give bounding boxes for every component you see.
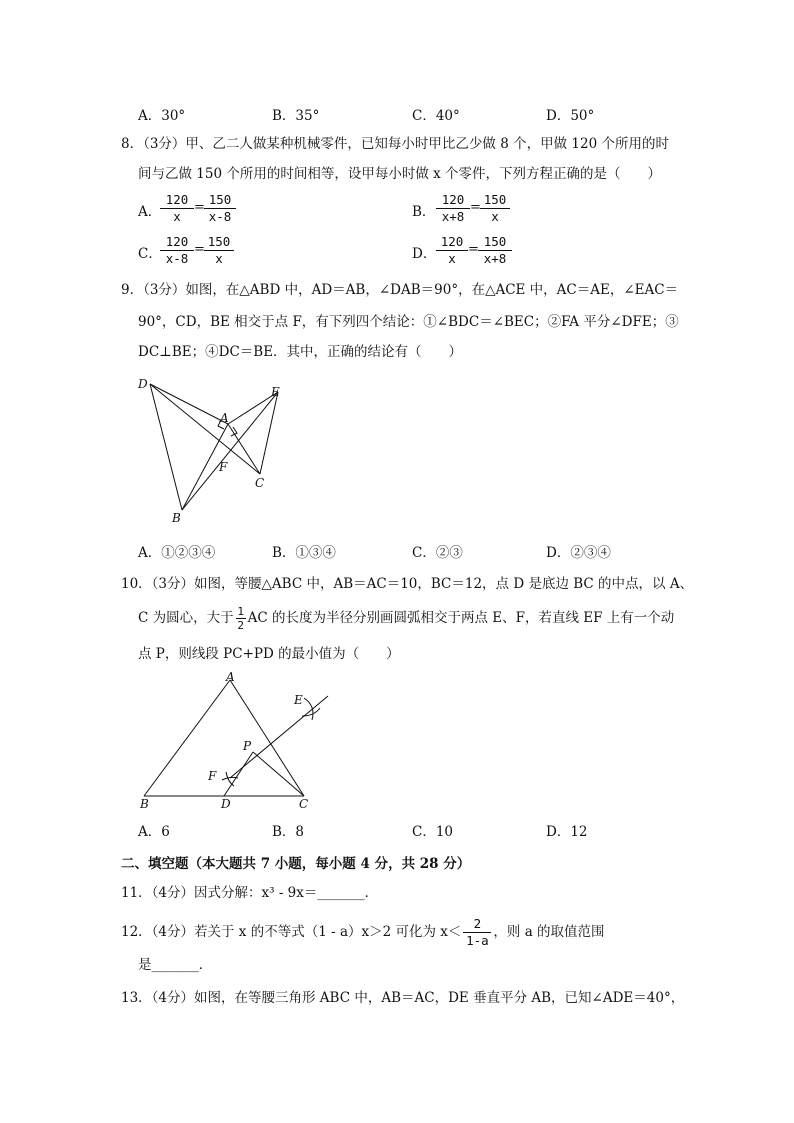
fraction: $\frac{1}{2}$ <box>237 605 244 632</box>
q7-option-b: B．35° <box>272 108 320 124</box>
q9-stem-line1: 9．（3分）如图，在△ABD 中，AD＝AB，∠DAB＝90°，在△ACE 中，AC＝AE，∠EAC＝ <box>121 282 679 298</box>
q10-stem-line2: C 为圆心，大于 $\frac{1}{2}$ AC 的长度为半径分别画圆弧相交于两点 E、F，若直线 EF 上有一个动 <box>138 605 675 632</box>
fraction: $\frac{120}{x}$ <box>436 234 468 267</box>
q10-option-d: D．12 <box>546 824 588 840</box>
q13-stem-line1: 13．（4分）如图，在等腰三角形 ABC 中，AB＝AC，DE 垂直平分 AB，已知∠ADE＝40°， <box>121 990 685 1006</box>
fraction: $\frac{150}{x+8}$ <box>478 234 512 267</box>
fraction: $\frac{150}{x}$ <box>480 192 510 225</box>
q10-label-b: B <box>140 797 149 811</box>
q10-option-c: C．10 <box>412 824 454 840</box>
q8-stem-line2: 间与乙做 150 个所用的时间相等，设甲每小时做 x 个零件，下列方程正确的是（ ） <box>138 166 662 182</box>
q10-label-p: P <box>243 739 252 753</box>
q8-stem-line1: 8．（3分）甲、乙二人做某种机械零件，已知每小时甲比乙少做 8 个，甲做 120 个所用的时 <box>121 136 669 152</box>
q10-label-d: D <box>221 797 231 811</box>
q9-label-e: E <box>271 385 280 399</box>
q9-label-b: B <box>172 511 181 525</box>
q12-stem-line2: 是_______． <box>138 957 213 973</box>
q9-option-a: A．①②③④ <box>138 545 216 561</box>
q10-stem-line3: 点 P，则线段 PC+PD 的最小值为（ ） <box>138 646 400 662</box>
fraction: $\frac{120}{x-8}$ <box>160 234 194 267</box>
q7-option-d: D．50° <box>546 108 595 124</box>
q9-label-f: F <box>219 460 228 474</box>
fraction: $\frac{150}{x}$ <box>204 234 234 267</box>
q9-label-d: D <box>138 377 148 391</box>
q11-stem: 11．（4分）因式分解：x³ - 9x＝_______． <box>121 885 379 901</box>
q9-stem-line2: 90°，CD，BE 相交于点 F，有下列四个结论：①∠BDC＝∠BEC；②FA 平分∠DFE；③ <box>138 314 679 330</box>
fraction: $\frac{150}{x-8}$ <box>204 192 236 225</box>
fraction: $\frac{120}{x+8}$ <box>436 192 470 225</box>
q9-figure <box>130 372 290 527</box>
q7-option-c: C．40° <box>412 108 460 124</box>
q9-option-b: B．①③④ <box>272 545 336 561</box>
section-heading: 二、填空题（本大题共 7 小题，每小题 4 分，共 28 分） <box>121 856 471 872</box>
q10-label-e: E <box>294 693 303 707</box>
fraction: $\frac{120}{x}$ <box>160 192 194 225</box>
fraction: $\frac{2}{1-a}$ <box>463 916 491 949</box>
q10-stem-line1: 10．（3分）如图，等腰△ABC 中，AB＝AC＝10，BC＝12，点 D 是底边 BC 的中点，以 A、 <box>121 576 694 592</box>
q9-label-a: A <box>220 411 229 425</box>
q9-stem-line3: DC⊥BE；④DC＝BE．其中，正确的结论有（ ） <box>138 344 463 360</box>
q9-option-c: C．②③ <box>412 545 463 561</box>
q10-label-a: A <box>226 670 235 684</box>
q9-option-d: D．②③④ <box>546 545 611 561</box>
q10-option-b: B．8 <box>272 824 305 840</box>
q10-figure <box>130 668 340 813</box>
q7-option-a: A．30° <box>138 108 186 124</box>
q10-option-a: A．6 <box>138 824 170 840</box>
q10-label-c: C <box>299 797 309 811</box>
q9-label-c: C <box>255 476 265 490</box>
q12-stem-line1: 12．（4分）若关于 x 的不等式（1 - a）x＞2 可化为 x＜ $\frac{2}{1-a}$ ，则 a 的取值范围 <box>121 916 605 948</box>
q10-label-f: F <box>208 769 217 783</box>
